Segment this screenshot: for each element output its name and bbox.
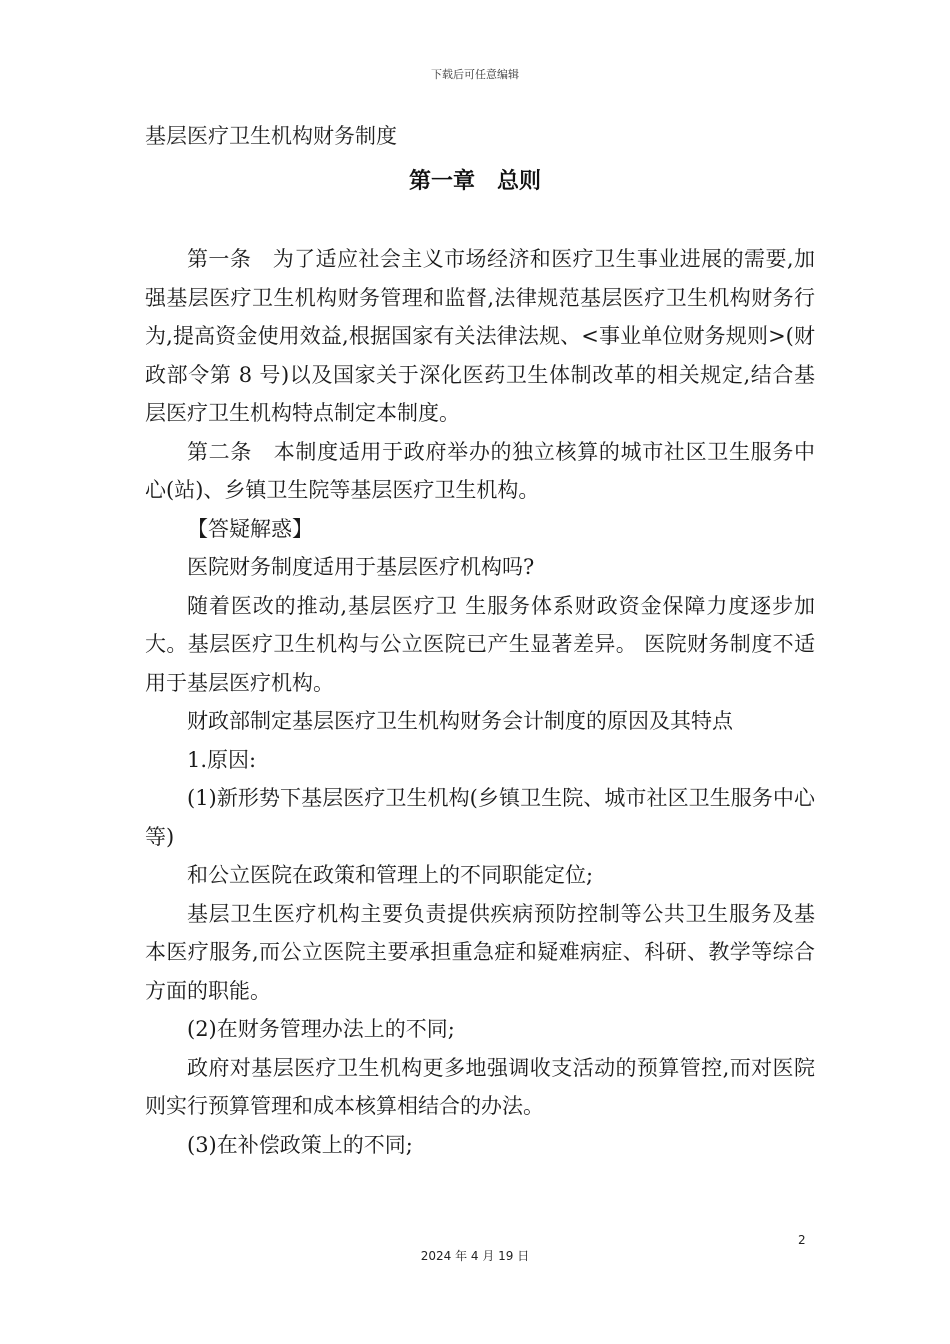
paragraph: 财政部制定基层医疗卫生机构财务会计制度的原因及其特点 (187, 709, 733, 733)
paragraph: 第二条 本制度适用于政府举办的独立核算的城市社区卫生服务中心(站)、乡镇卫生院等基层医疗卫生机构。 (145, 439, 815, 502)
document-title: 基层医疗卫生机构财务制度 (145, 124, 397, 148)
paragraph: 政府对基层医疗卫生机构更多地强调收支活动的预算管控,而对医院则实行预算管理和成本核算相结合的办法。 (145, 1055, 815, 1118)
paragraph: 第一条 为了适应社会主义市场经济和医疗卫生事业进展的需要,加强基层医疗卫生机构财务管理和监督,法律规范基层医疗卫生机构财务行为,提高资金使用效益,根据国家有关法律法规、<事业单位财务规则>(财政部令第 8 号)以及国家关于深化医药卫生体制改革的相关规定,结合基层医疗卫生机构特点制定本制度。 (145, 247, 815, 425)
paragraph: 随着医改的推动,基层医疗卫 生服务体系财政资金保障力度逐步加大。基层医疗卫生机构与公立医院已产生显著差异。 医院财务制度不适用于基层医疗机构。 (145, 593, 815, 695)
chapter-heading: 第一章 总则 (408, 169, 541, 194)
paragraph: 和公立医院在政策和管理上的不同职能定位; (187, 863, 594, 887)
paragraph: (3)在补偿政策上的不同; (187, 1132, 413, 1157)
paragraph: (2)在财务管理办法上的不同; (187, 1017, 455, 1041)
document-body (145, 240, 815, 1164)
page-footer-date: 2024 年 4 月 19 日 (420, 1249, 530, 1263)
paragraph: 【答疑解惑】 (187, 516, 313, 541)
page-header: 下载后可任意编辑 (431, 68, 519, 81)
page-number: 2 (798, 1233, 806, 1247)
paragraph: 1.原因: (187, 747, 257, 772)
paragraph: (1)新形势下基层医疗卫生机构(乡镇卫生院、城市社区卫生服务中心等) (145, 786, 815, 849)
paragraph: 医院财务制度适用于基层医疗机构吗? (187, 555, 535, 579)
paragraph: 基层卫生医疗机构主要负责提供疾病预防控制等公共卫生服务及基本医疗服务,而公立医院主要承担重急症和疑难病症、科研、教学等综合方面的职能。 (145, 901, 815, 1003)
